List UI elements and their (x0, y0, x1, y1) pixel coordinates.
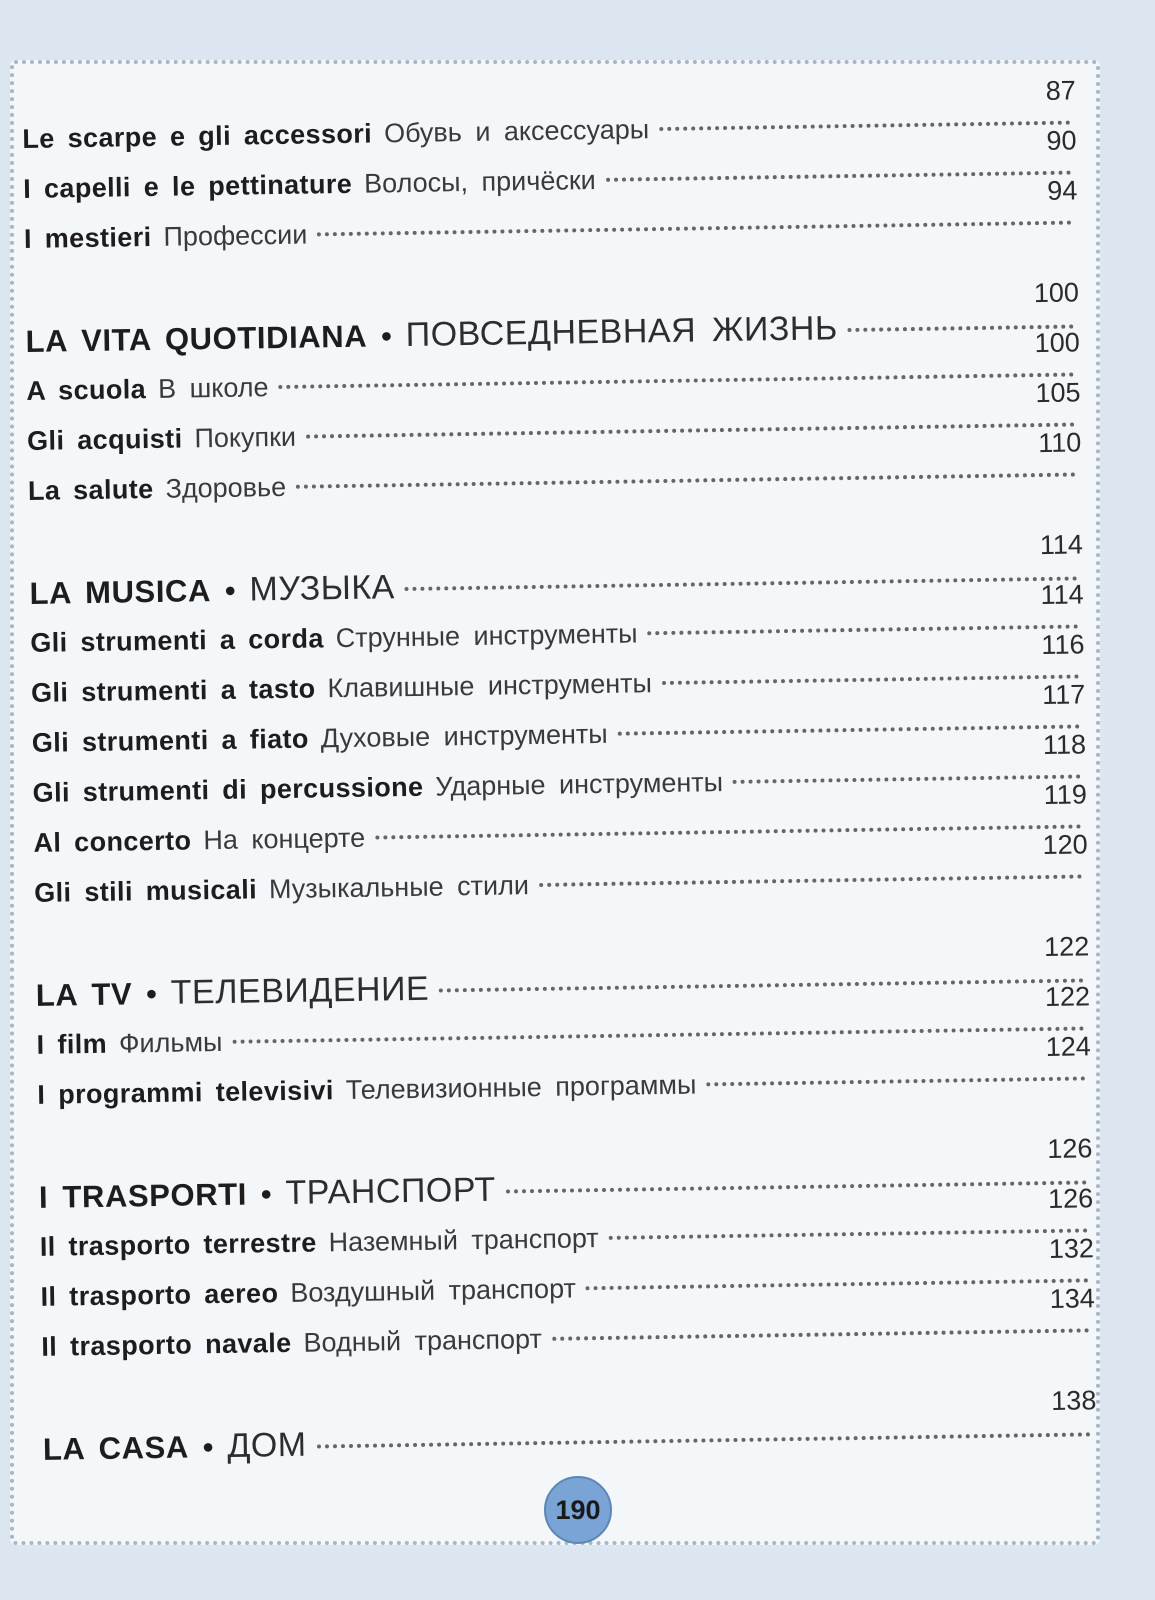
chapter-title-italian: I TRASPORTI (38, 1176, 248, 1215)
book-page (10, 60, 1100, 1545)
entry-title-russian: Обувь и аксессуары (383, 114, 650, 149)
entry-title-italian: I mestieri (23, 221, 152, 254)
entry-title-russian: Профессии (163, 219, 308, 252)
dot-leader (232, 1026, 1084, 1043)
page-ref: 114 (1040, 579, 1084, 611)
entry-title-italian: Gli strumenti a fiato (31, 723, 310, 758)
page-ref: 134 (1049, 1283, 1095, 1315)
entry-title-russian: Здоровье (165, 471, 287, 504)
chapter-title-italian: LA VITA QUOTIDIANA (25, 318, 368, 359)
bullet-separator: • (145, 977, 158, 1012)
entry-title-russian: Ударные инструменты (435, 767, 724, 802)
dot-leader (317, 1432, 1091, 1448)
entry-title-italian: A scuola (26, 374, 147, 406)
entry-title-italian: Gli acquisti (26, 423, 183, 456)
page-ref: 90 (1046, 125, 1077, 156)
toc-section (35, 931, 1099, 1120)
chapter-title-russian: ТРАНСПОРТ (285, 1170, 496, 1212)
dot-leader (306, 422, 1075, 438)
chapter-title-italian: LA TV (35, 976, 133, 1013)
dot-leader (606, 171, 1071, 182)
page-ref: 120 (1042, 829, 1088, 861)
page-ref: 100 (1034, 327, 1080, 359)
dot-leader (405, 576, 1078, 591)
page-ref: 100 (1033, 277, 1080, 309)
dot-leader (317, 221, 1072, 237)
dot-leader (552, 1328, 1089, 1340)
chapter-title-russian: ДОМ (226, 1425, 307, 1465)
page-ref: 110 (1038, 427, 1082, 459)
entry-title-italian: I capelli e le pettinature (22, 168, 353, 204)
entry-title-russian: Клавишные инструменты (327, 668, 653, 704)
entry-title-russian: Водный транспорт (303, 1323, 543, 1358)
entry-title-russian: На концерте (203, 822, 366, 856)
dot-leader (439, 978, 1084, 992)
entry-title-italian: Il trasporto navale (41, 1327, 292, 1362)
page-ref: 122 (1044, 981, 1091, 1013)
chapter-title-russian: МУЗЫКА (249, 568, 396, 609)
dot-leader (618, 724, 1080, 735)
dot-leader (296, 472, 1076, 488)
entry-title-russian: Музыкальные стили (268, 870, 530, 905)
page-ref: 124 (1045, 1031, 1092, 1063)
page-ref: 87 (1045, 75, 1076, 106)
page-ref: 94 (1047, 175, 1078, 206)
entry-title-russian: Фильмы (118, 1026, 223, 1059)
page-ref: 132 (1048, 1233, 1095, 1265)
entry-title-russian: Телевизионные программы (345, 1069, 697, 1106)
page-ref: 118 (1042, 729, 1087, 761)
dot-leader (648, 624, 1079, 635)
bullet-separator: • (202, 1431, 214, 1465)
toc-section (25, 277, 1090, 516)
table-of-contents (22, 75, 1106, 1526)
entry-title-russian: В школе (157, 372, 269, 404)
bullet-separator: • (260, 1178, 272, 1212)
entry-title-italian: Il trasporto aereo (40, 1278, 279, 1312)
page-ref: 105 (1035, 377, 1081, 409)
page-ref: 126 (1047, 1183, 1094, 1215)
bullet-separator: • (224, 574, 236, 608)
dot-leader (506, 1180, 1087, 1193)
entry-title-italian: I programmi televisivi (37, 1075, 335, 1110)
entry-title-italian: Al concerto (33, 825, 192, 858)
page-ref: 126 (1047, 1133, 1093, 1165)
page-ref: 117 (1041, 679, 1086, 711)
dot-leader (609, 1228, 1088, 1240)
entry-title-italian: Il trasporto terrestre (39, 1227, 317, 1262)
dot-leader (279, 373, 1075, 389)
dot-leader (539, 874, 1082, 887)
entry-title-russian: Духовые инструменты (320, 718, 608, 754)
chapter-title-russian: ПОВСЕДНЕВНАЯ ЖИЗНЬ (405, 309, 839, 354)
dot-leader (662, 674, 1079, 685)
toc-section (22, 75, 1086, 264)
dot-leader (659, 121, 1070, 131)
dot-leader (375, 824, 1081, 839)
entry-title-italian: Gli strumenti a corda (30, 623, 324, 658)
toc-section (38, 1133, 1104, 1372)
chapter-title-italian: LA MUSICA (29, 573, 212, 611)
entry-title-italian: I film (36, 1028, 108, 1060)
entry-title-russian: Волосы, причёски (363, 164, 596, 199)
bullet-separator: • (380, 320, 393, 354)
entry-title-italian: Gli strumenti a tasto (30, 673, 316, 708)
page-ref: 138 (1051, 1385, 1097, 1416)
entry-title-russian: Покупки (194, 421, 297, 454)
dot-leader (706, 1076, 1085, 1086)
entry-title-russian: Воздушный транспорт (290, 1273, 577, 1308)
page-ref: 119 (1043, 779, 1088, 811)
toc-section (42, 1385, 1106, 1474)
entry-title-italian: Gli stili musicali (34, 874, 258, 908)
page-ref: 122 (1043, 931, 1090, 963)
chapter-title-italian: LA CASA (42, 1429, 190, 1467)
toc-chapter-heading[interactable] (42, 1385, 1106, 1474)
toc-section (29, 529, 1096, 918)
chapter-title-russian: ТЕЛЕВИДЕНИЕ (170, 969, 430, 1012)
page-number: 190 (544, 1476, 612, 1544)
dot-leader (586, 1278, 1089, 1290)
entry-title-italian: Gli strumenti di percussione (32, 771, 424, 808)
page-ref: 114 (1039, 529, 1084, 561)
entry-title-russian: Наземный транспорт (328, 1223, 599, 1258)
entry-title-russian: Струнные инструменты (335, 618, 638, 654)
entry-title-italian: Le scarpe e gli accessori (22, 118, 373, 154)
entry-title-italian: La salute (27, 473, 154, 506)
dot-leader (733, 774, 1081, 783)
page-ref: 116 (1041, 629, 1085, 661)
